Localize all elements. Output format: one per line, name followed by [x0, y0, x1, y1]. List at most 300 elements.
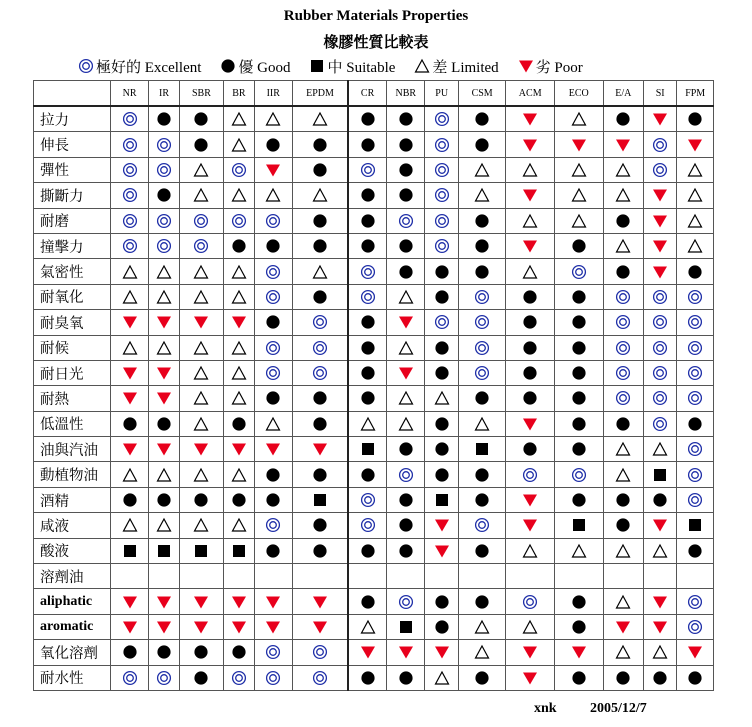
rating-cell — [149, 310, 179, 335]
poor-symbol-icon — [652, 187, 668, 203]
rating-cell — [348, 284, 386, 309]
good-symbol-icon — [312, 238, 328, 254]
suitable-symbol-icon — [309, 58, 325, 74]
good-symbol-icon — [571, 390, 587, 406]
rating-cell — [110, 157, 148, 182]
poor-symbol-icon — [360, 644, 376, 660]
rating-cell — [554, 386, 603, 411]
poor-symbol-icon — [652, 594, 668, 610]
rating-cell — [149, 665, 179, 690]
rating-cell — [425, 665, 458, 690]
rating-cell — [458, 411, 506, 436]
rating-cell — [677, 437, 714, 462]
legend-label: 中 Suitable — [327, 59, 396, 76]
poor-symbol-icon — [231, 619, 247, 635]
excellent-symbol-icon — [434, 314, 450, 330]
rating-cell — [224, 157, 254, 182]
header-corner — [34, 81, 111, 107]
rating-cell — [554, 462, 603, 487]
good-symbol-icon — [522, 390, 538, 406]
good-symbol-icon — [652, 492, 668, 508]
rating-cell — [348, 640, 386, 665]
good-symbol-icon — [312, 517, 328, 533]
good-symbol-icon — [687, 670, 703, 686]
legend-item-good — [220, 56, 290, 77]
rating-cell — [644, 589, 677, 614]
rating-cell — [348, 665, 386, 690]
good-symbol-icon — [474, 213, 490, 229]
rating-cell — [254, 106, 292, 132]
excellent-symbol-icon — [687, 441, 703, 457]
excellent-symbol-icon — [360, 517, 376, 533]
rating-cell — [179, 157, 224, 182]
rating-cell — [254, 614, 292, 639]
rating-cell — [110, 335, 148, 360]
rating-cell — [425, 564, 458, 589]
rating-cell — [677, 538, 714, 563]
poor-symbol-icon — [156, 594, 172, 610]
excellent-symbol-icon — [652, 390, 668, 406]
rating-cell — [110, 411, 148, 436]
legend-label: 極好的 Excellent — [96, 59, 202, 76]
rating-cell — [179, 132, 224, 157]
legend-item-limited — [414, 56, 498, 77]
row-label: 耐氧化 — [34, 284, 111, 309]
row-label: aromatic — [34, 614, 111, 639]
suitable-symbol-icon — [122, 543, 138, 559]
limited-symbol-icon — [231, 467, 247, 483]
legend-label: 優 Good — [238, 59, 291, 76]
rating-cell — [179, 589, 224, 614]
good-symbol-icon — [434, 619, 450, 635]
rating-cell — [677, 360, 714, 385]
rating-cell — [458, 513, 506, 538]
rating-cell — [292, 487, 348, 512]
good-symbol-icon — [156, 111, 172, 127]
good-symbol-icon — [265, 314, 281, 330]
column-header: NR — [110, 81, 148, 107]
good-symbol-icon — [434, 467, 450, 483]
table-row — [34, 183, 714, 208]
good-symbol-icon — [398, 264, 414, 280]
excellent-symbol-icon — [434, 213, 450, 229]
excellent-symbol-icon — [312, 314, 328, 330]
excellent-symbol-icon — [615, 289, 631, 305]
poor-symbol-icon — [615, 137, 631, 153]
rating-cell — [554, 640, 603, 665]
rating-cell — [677, 462, 714, 487]
rating-cell — [458, 208, 506, 233]
rating-cell — [554, 360, 603, 385]
rating-cell — [224, 208, 254, 233]
rating-cell — [644, 487, 677, 512]
excellent-symbol-icon — [265, 517, 281, 533]
rating-cell — [348, 462, 386, 487]
rating-cell — [110, 106, 148, 132]
limited-symbol-icon — [193, 517, 209, 533]
good-symbol-icon — [687, 543, 703, 559]
poor-symbol-icon — [265, 619, 281, 635]
rating-cell — [149, 208, 179, 233]
limited-symbol-icon — [231, 517, 247, 533]
excellent-symbol-icon — [312, 670, 328, 686]
rating-cell — [677, 386, 714, 411]
limited-symbol-icon — [265, 187, 281, 203]
rating-cell — [506, 487, 555, 512]
excellent-symbol-icon — [312, 365, 328, 381]
suitable-symbol-icon — [193, 543, 209, 559]
rating-cell — [677, 284, 714, 309]
rating-cell — [292, 233, 348, 258]
excellent-symbol-icon — [312, 644, 328, 660]
rating-cell — [425, 157, 458, 182]
poor-symbol-icon — [522, 137, 538, 153]
rating-cell — [458, 665, 506, 690]
rating-cell — [254, 233, 292, 258]
excellent-symbol-icon — [193, 238, 209, 254]
poor-symbol-icon — [398, 314, 414, 330]
rating-cell — [224, 640, 254, 665]
rating-cell — [506, 538, 555, 563]
good-symbol-icon — [434, 340, 450, 356]
table-row — [34, 386, 714, 411]
poor-symbol-icon — [156, 619, 172, 635]
excellent-symbol-icon — [265, 289, 281, 305]
rating-cell — [603, 208, 643, 233]
rating-cell — [458, 233, 506, 258]
good-symbol-icon — [360, 213, 376, 229]
limited-symbol-icon — [522, 543, 538, 559]
footer-author: xnk — [534, 701, 557, 716]
good-symbol-icon — [312, 162, 328, 178]
rating-cell — [149, 183, 179, 208]
rating-cell — [603, 411, 643, 436]
good-symbol-icon — [231, 238, 247, 254]
rating-cell — [348, 564, 386, 589]
rating-cell — [554, 665, 603, 690]
limited-symbol-icon — [474, 162, 490, 178]
good-symbol-icon — [193, 670, 209, 686]
excellent-symbol-icon — [265, 340, 281, 356]
rating-cell — [506, 360, 555, 385]
poor-symbol-icon — [522, 238, 538, 254]
limited-symbol-icon — [156, 467, 172, 483]
rating-cell — [179, 233, 224, 258]
rating-cell — [254, 640, 292, 665]
poor-symbol-icon — [231, 441, 247, 457]
rating-cell — [506, 513, 555, 538]
rating-cell — [149, 564, 179, 589]
page-title: Rubber Materials Properties — [283, 8, 469, 24]
row-label: 耐候 — [34, 335, 111, 360]
table-row — [34, 233, 714, 258]
excellent-symbol-icon — [265, 264, 281, 280]
rating-cell — [603, 513, 643, 538]
good-symbol-icon — [312, 467, 328, 483]
row-label: 耐熱 — [34, 386, 111, 411]
limited-symbol-icon — [360, 416, 376, 432]
rating-cell — [387, 208, 425, 233]
rating-cell — [224, 538, 254, 563]
good-symbol-icon — [360, 340, 376, 356]
limited-symbol-icon — [231, 289, 247, 305]
limited-symbol-icon — [398, 416, 414, 432]
rating-cell — [292, 157, 348, 182]
poor-symbol-icon — [652, 264, 668, 280]
poor-symbol-icon — [398, 644, 414, 660]
good-symbol-icon — [571, 619, 587, 635]
poor-symbol-icon — [522, 492, 538, 508]
rating-cell — [506, 157, 555, 182]
suitable-symbol-icon — [398, 619, 414, 635]
excellent-symbol-icon — [265, 365, 281, 381]
properties-table — [33, 80, 714, 691]
rating-cell — [292, 411, 348, 436]
rating-cell — [224, 310, 254, 335]
rating-cell — [554, 335, 603, 360]
table-row — [34, 589, 714, 614]
excellent-symbol-icon — [522, 467, 538, 483]
limited-symbol-icon — [522, 162, 538, 178]
limited-symbol-icon — [474, 619, 490, 635]
table-row — [34, 259, 714, 284]
row-label: 動植物油 — [34, 462, 111, 487]
column-header: PU — [425, 81, 458, 107]
rating-cell — [554, 259, 603, 284]
excellent-symbol-icon — [434, 111, 450, 127]
good-symbol-icon — [474, 467, 490, 483]
rating-cell — [149, 386, 179, 411]
rating-cell — [603, 665, 643, 690]
poor-symbol-icon — [434, 517, 450, 533]
good-symbol-icon — [360, 365, 376, 381]
rating-cell — [506, 284, 555, 309]
rating-cell — [149, 106, 179, 132]
rating-cell — [458, 360, 506, 385]
limited-symbol-icon — [434, 670, 450, 686]
rating-cell — [506, 462, 555, 487]
rating-cell — [644, 233, 677, 258]
rating-cell — [149, 259, 179, 284]
poor-symbol-icon — [518, 58, 534, 74]
good-symbol-icon — [615, 264, 631, 280]
good-symbol-icon — [522, 289, 538, 305]
suitable-symbol-icon — [360, 441, 376, 457]
excellent-symbol-icon — [687, 390, 703, 406]
rating-cell — [387, 589, 425, 614]
suitable-symbol-icon — [474, 441, 490, 457]
rating-cell — [425, 640, 458, 665]
rating-cell — [254, 386, 292, 411]
limited-symbol-icon — [231, 111, 247, 127]
rating-cell — [110, 589, 148, 614]
rating-cell — [179, 437, 224, 462]
limited-symbol-icon — [615, 594, 631, 610]
rating-cell — [179, 411, 224, 436]
good-symbol-icon — [434, 441, 450, 457]
column-header: SI — [644, 81, 677, 107]
excellent-symbol-icon — [122, 137, 138, 153]
rating-cell — [387, 284, 425, 309]
limited-symbol-icon — [522, 619, 538, 635]
limited-symbol-icon — [193, 289, 209, 305]
rating-cell — [387, 106, 425, 132]
rating-cell — [554, 183, 603, 208]
good-symbol-icon — [156, 644, 172, 660]
good-symbol-icon — [571, 670, 587, 686]
rating-cell — [677, 157, 714, 182]
column-header: IIR — [254, 81, 292, 107]
poor-symbol-icon — [398, 365, 414, 381]
good-symbol-icon — [265, 543, 281, 559]
rating-cell — [348, 614, 386, 639]
rating-cell — [603, 233, 643, 258]
suitable-symbol-icon — [156, 543, 172, 559]
rating-cell — [224, 284, 254, 309]
column-header: ACM — [506, 81, 555, 107]
excellent-symbol-icon — [434, 238, 450, 254]
poor-symbol-icon — [522, 187, 538, 203]
good-symbol-icon — [398, 111, 414, 127]
table-row — [34, 310, 714, 335]
good-symbol-icon — [231, 644, 247, 660]
rating-cell — [506, 564, 555, 589]
excellent-symbol-icon — [231, 162, 247, 178]
rating-cell — [292, 310, 348, 335]
rating-cell — [224, 183, 254, 208]
rating-cell — [387, 157, 425, 182]
limited-symbol-icon — [522, 264, 538, 280]
excellent-symbol-icon — [615, 365, 631, 381]
good-symbol-icon — [156, 416, 172, 432]
rating-cell — [149, 233, 179, 258]
rating-cell — [554, 132, 603, 157]
rating-cell — [506, 310, 555, 335]
rating-cell — [149, 360, 179, 385]
rating-cell — [554, 208, 603, 233]
rating-cell — [387, 411, 425, 436]
rating-cell — [348, 589, 386, 614]
good-symbol-icon — [398, 162, 414, 178]
rating-cell — [458, 487, 506, 512]
good-symbol-icon — [434, 289, 450, 305]
rating-cell — [506, 640, 555, 665]
excellent-symbol-icon — [265, 644, 281, 660]
rating-cell — [179, 183, 224, 208]
good-symbol-icon — [156, 187, 172, 203]
row-label: 撕斷力 — [34, 183, 111, 208]
rating-cell — [554, 513, 603, 538]
excellent-symbol-icon — [571, 264, 587, 280]
rating-cell — [554, 157, 603, 182]
legend-label: 差 Limited — [432, 59, 499, 76]
table-row — [34, 665, 714, 690]
rating-cell — [254, 208, 292, 233]
good-symbol-icon — [571, 441, 587, 457]
limited-symbol-icon — [414, 58, 430, 74]
good-symbol-icon — [474, 492, 490, 508]
limited-symbol-icon — [687, 162, 703, 178]
table-row — [34, 106, 714, 132]
row-label: 酸液 — [34, 538, 111, 563]
rating-cell — [677, 310, 714, 335]
poor-symbol-icon — [122, 441, 138, 457]
rating-cell — [677, 335, 714, 360]
rating-cell — [506, 335, 555, 360]
rating-cell — [458, 538, 506, 563]
excellent-symbol-icon — [687, 340, 703, 356]
rating-cell — [644, 157, 677, 182]
good-symbol-icon — [474, 594, 490, 610]
table-row — [34, 437, 714, 462]
rating-cell — [603, 614, 643, 639]
limited-symbol-icon — [615, 543, 631, 559]
good-symbol-icon — [571, 594, 587, 610]
excellent-symbol-icon — [398, 467, 414, 483]
poor-symbol-icon — [522, 416, 538, 432]
good-symbol-icon — [434, 264, 450, 280]
limited-symbol-icon — [615, 644, 631, 660]
rating-cell — [425, 411, 458, 436]
table-row — [34, 208, 714, 233]
rating-cell — [224, 259, 254, 284]
good-symbol-icon — [193, 111, 209, 127]
good-symbol-icon — [265, 137, 281, 153]
rating-cell — [254, 564, 292, 589]
rating-cell — [425, 208, 458, 233]
row-label: 氧化溶劑 — [34, 640, 111, 665]
good-symbol-icon — [398, 492, 414, 508]
rating-cell — [224, 411, 254, 436]
good-symbol-icon — [265, 467, 281, 483]
rating-cell — [110, 665, 148, 690]
rating-cell — [224, 614, 254, 639]
limited-symbol-icon — [398, 340, 414, 356]
rating-cell — [677, 411, 714, 436]
limited-symbol-icon — [571, 187, 587, 203]
rating-cell — [179, 564, 224, 589]
row-label: 彈性 — [34, 157, 111, 182]
poor-symbol-icon — [122, 314, 138, 330]
limited-symbol-icon — [615, 441, 631, 457]
rating-cell — [292, 589, 348, 614]
row-label: 酒精 — [34, 487, 111, 512]
rating-cell — [348, 411, 386, 436]
good-symbol-icon — [398, 543, 414, 559]
rating-cell — [458, 386, 506, 411]
excellent-symbol-icon — [122, 213, 138, 229]
good-symbol-icon — [615, 670, 631, 686]
rating-cell — [554, 284, 603, 309]
good-symbol-icon — [360, 594, 376, 610]
good-symbol-icon — [193, 492, 209, 508]
rating-cell — [677, 513, 714, 538]
rating-cell — [458, 106, 506, 132]
rating-cell — [506, 259, 555, 284]
rating-cell — [458, 589, 506, 614]
rating-cell — [179, 386, 224, 411]
rating-cell — [110, 640, 148, 665]
row-label: 油與汽油 — [34, 437, 111, 462]
rating-cell — [506, 233, 555, 258]
rating-cell — [110, 208, 148, 233]
rating-cell — [179, 487, 224, 512]
rating-cell — [387, 259, 425, 284]
rating-cell — [644, 310, 677, 335]
rating-cell — [254, 462, 292, 487]
rating-cell — [425, 284, 458, 309]
limited-symbol-icon — [193, 340, 209, 356]
